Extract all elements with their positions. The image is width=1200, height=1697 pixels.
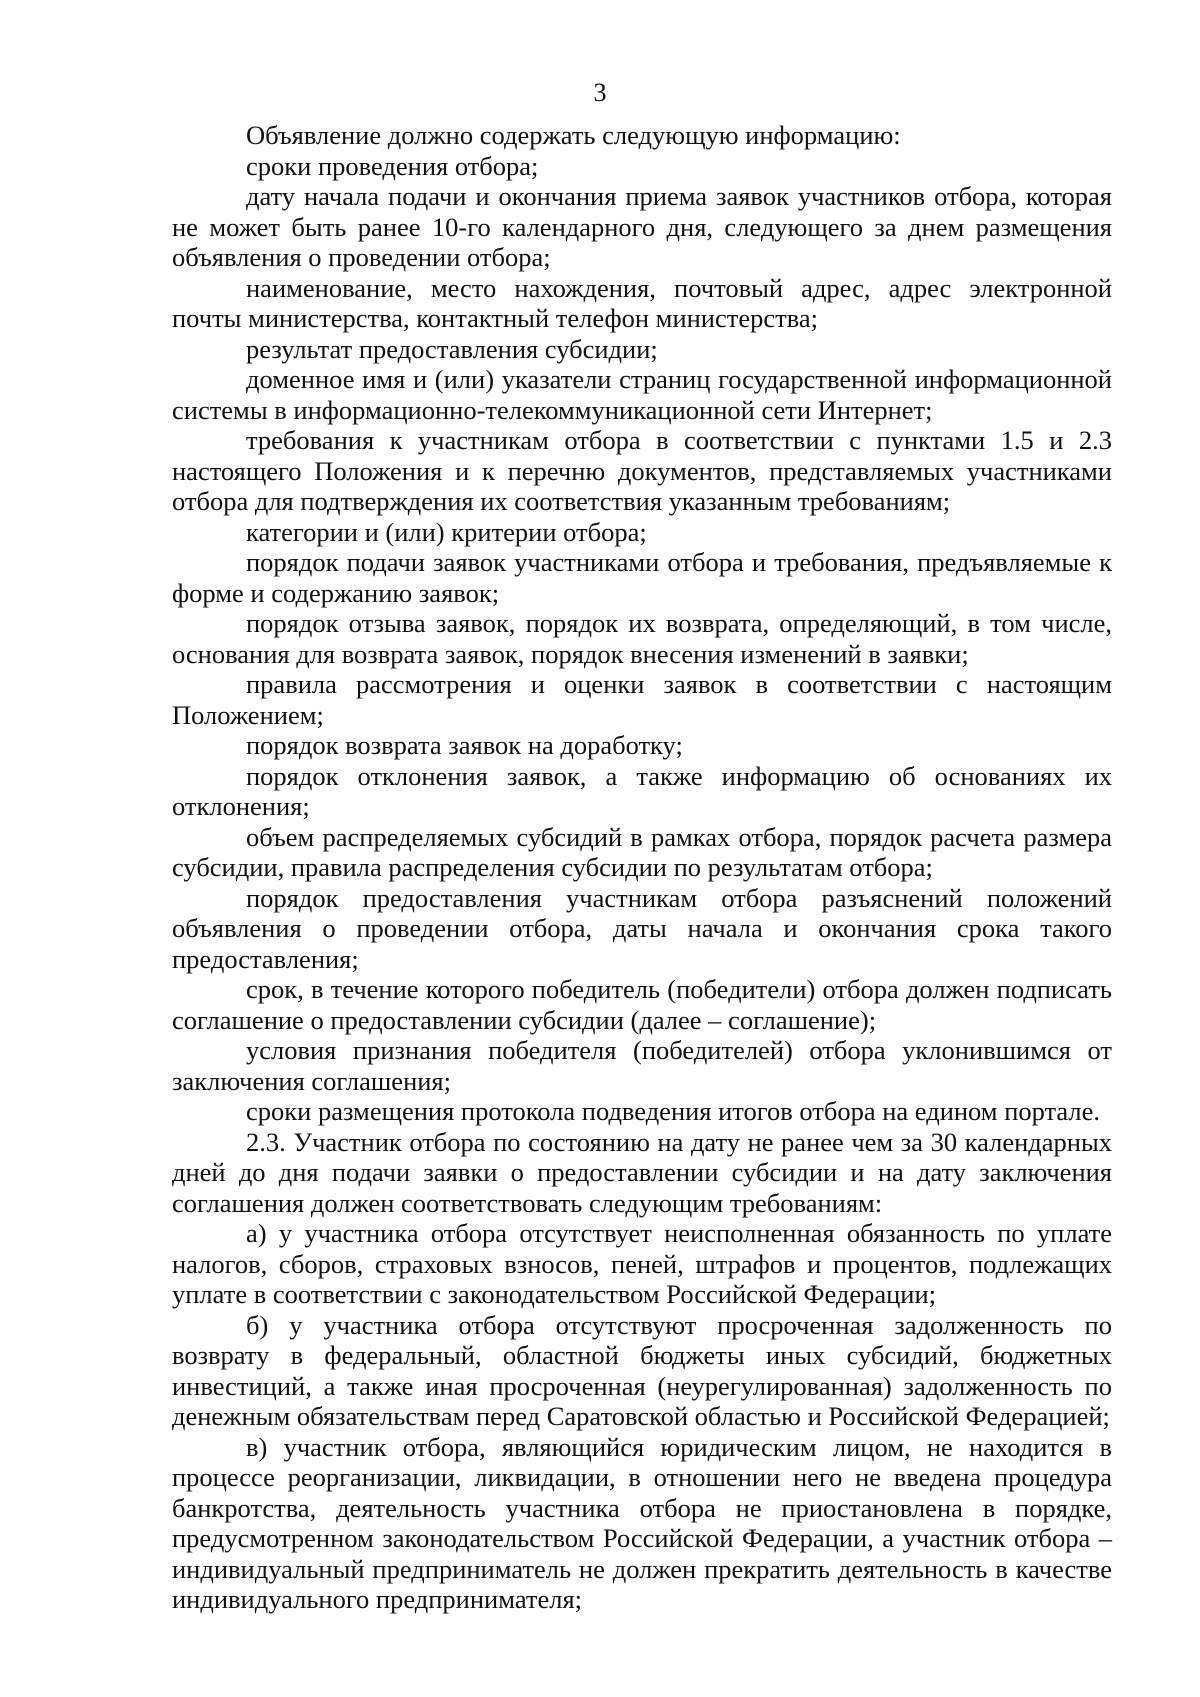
paragraph: порядок отзыва заявок, порядок их возврата, определяющий, в том числе, основания для возврата заявок, порядок внесения изменений в заявки; xyxy=(172,608,1112,669)
paragraph: порядок возврата заявок на доработку; xyxy=(246,730,683,760)
paragraph: наименование, место нахождения, почтовый адрес, адрес электронной почты министерства, контактный телефон министерства; xyxy=(172,272,1112,333)
document-body xyxy=(172,120,1112,1615)
paragraph: в) участник отбора, являющийся юридическим лицом, не находится в процессе реорганизации, ликвидации, в отношении него не введена процедура банкротства, деятельность участника отбора не приостановлена в порядке, предусмотренном законодательством Российской Федерации, а участник отбора – индивидуальный предприниматель не должен прекратить деятельность в качестве индивидуального предпринимателя; xyxy=(172,1431,1112,1614)
paragraph: сроки проведения отбора; xyxy=(246,150,539,181)
paragraph: правила рассмотрения и оценки заявок в соответствии с настоящим Положением; xyxy=(172,669,1112,730)
paragraph: порядок предоставления участникам отбора разъяснений положений объявления о проведении отбора, даты начала и окончания срока такого предоставления; xyxy=(172,882,1112,974)
paragraph: сроки размещения протокола подведения итогов отбора на едином портале. xyxy=(246,1096,1101,1126)
paragraph: б) у участника отбора отсутствуют просроченная задолженность по возврату в федеральный, областной бюджеты иных субсидий, бюджетных инвестиций, а также иная просроченная (неурегулированная) задолженность по денежным обязательствам перед Саратовской областью и Российской Федерацией; xyxy=(172,1309,1112,1431)
paragraph: объем распределяемых субсидий в рамках отбора, порядок расчета размера субсидии, правила распределения субсидии по результатам отбора; xyxy=(172,821,1112,882)
paragraph: срок, в течение которого победитель (победители) отбора должен подписать соглашение о предоставлении субсидии (далее – соглашение); xyxy=(172,974,1112,1035)
paragraph: порядок подачи заявок участниками отбора и требования, предъявляемые к форме и содержанию заявок; xyxy=(172,547,1112,608)
paragraph: 2.3. Участник отбора по состоянию на дату не ранее чем за 30 календарных дней до дня подачи заявки о предоставлении субсидии и на дату заключения соглашения должен соответствовать следующим требованиям: xyxy=(172,1126,1112,1218)
paragraph: дату начала подачи и окончания приема заявок участников отбора, которая не может быть ранее 10-го календарного дня, следующего за днем размещения объявления о проведении отбора; xyxy=(172,181,1112,272)
paragraph: результат предоставления субсидии; xyxy=(246,333,658,364)
paragraph: порядок отклонения заявок, а также информацию об основаниях их отклонения; xyxy=(172,760,1112,821)
page-number: 3 xyxy=(593,78,607,107)
paragraph: а) у участника отбора отсутствует неисполненная обязанность по уплате налогов, сборов, страховых взносов, пеней, штрафов и процентов, подлежащих уплате в соответствии с законодательством Российской Федерации; xyxy=(172,1218,1112,1309)
paragraph: требования к участникам отбора в соответствии с пунктами 1.5 и 2.3 настоящего Положения и к перечню документов, представляемых участниками отбора для подтверждения их соответствия указанным требованиям; xyxy=(172,425,1112,516)
paragraph: категории и (или) критерии отбора; xyxy=(246,516,647,547)
paragraph: доменное имя и (или) указатели страниц государственной информационной системы в информационно-телекоммуникационной сети Интернет; xyxy=(172,364,1112,425)
paragraph: Объявление должно содержать следующую информацию: xyxy=(246,120,901,150)
paragraph: условия признания победителя (победителей) отбора уклонившимся от заключения соглашения; xyxy=(172,1035,1112,1096)
